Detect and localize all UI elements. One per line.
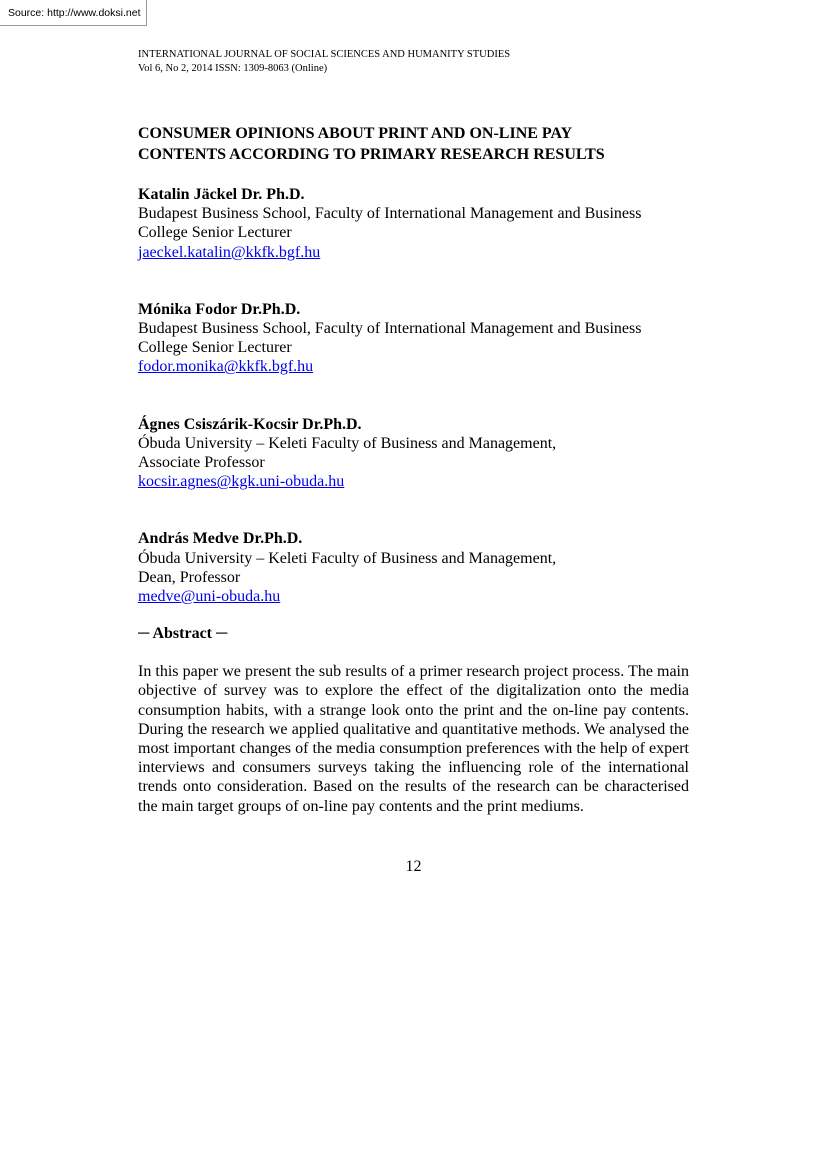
author-name: Ágnes Csiszárik-Kocsir Dr.Ph.D. (138, 415, 362, 433)
page-number: 12 (405, 858, 422, 875)
journal-volume-issn: Vol 6, No 2, 2014 ISSN: 1309-8063 (Online) (138, 63, 328, 74)
journal-header (138, 48, 689, 76)
paper-page (138, 48, 689, 875)
abstract-body: In this paper we present the sub results of a primer research project process. The main objective of survey was to explore the effect of the digitalization onto the media consumption habits, with a strange look onto the print and the on-line pay contents. During the research we applied qualitative and quantitative methods. We analysed the most important changes of the media consumption preferences with the help of expert interviews and consumers surveys taking the influencing role of the international trends onto consideration. Based on the results of the research can be characterised the main target groups of on-line pay contents and the print mediums. (138, 663, 689, 815)
author-position: Associate Professor (138, 454, 265, 472)
author-email-link[interactable]: kocsir.agnes@kgk.uni-obuda.hu (138, 473, 345, 491)
author-block (138, 185, 689, 262)
journal-title: INTERNATIONAL JOURNAL OF SOCIAL SCIENCES AND HUMANITY STUDIES (138, 49, 511, 60)
source-note: Source: http://www.doksi.net (0, 0, 147, 26)
author-affiliation: Óbuda University – Keleti Faculty of Business and Management, (138, 549, 557, 567)
author-affiliation: Budapest Business School, Faculty of International Management and Business (138, 205, 642, 223)
abstract-heading: ─ Abstract ─ (138, 625, 228, 643)
author-block (138, 529, 689, 606)
author-position: Dean, Professor (138, 568, 241, 586)
paper-title-line-2: CONTENTS ACCORDING TO PRIMARY RESEARCH RESULTS (138, 146, 605, 163)
author-email-link[interactable]: fodor.monika@kkfk.bgf.hu (138, 358, 314, 376)
author-position: College Senior Lecturer (138, 224, 292, 242)
author-affiliation: Óbuda University – Keleti Faculty of Business and Management, (138, 434, 557, 452)
paper-title (138, 123, 689, 165)
author-position: College Senior Lecturer (138, 339, 292, 357)
author-email-link[interactable]: medve@uni-obuda.hu (138, 588, 281, 606)
author-email-link[interactable]: jaeckel.katalin@kkfk.bgf.hu (138, 243, 321, 261)
author-block (138, 300, 689, 377)
author-name: Mónika Fodor Dr.Ph.D. (138, 300, 301, 318)
author-name: Katalin Jäckel Dr. Ph.D. (138, 186, 305, 203)
paper-title-line-1: CONSUMER OPINIONS ABOUT PRINT AND ON-LINE PAY (138, 125, 573, 142)
author-affiliation: Budapest Business School, Faculty of International Management and Business (138, 320, 642, 338)
author-block (138, 415, 689, 492)
author-name: András Medve Dr.Ph.D. (138, 530, 303, 548)
